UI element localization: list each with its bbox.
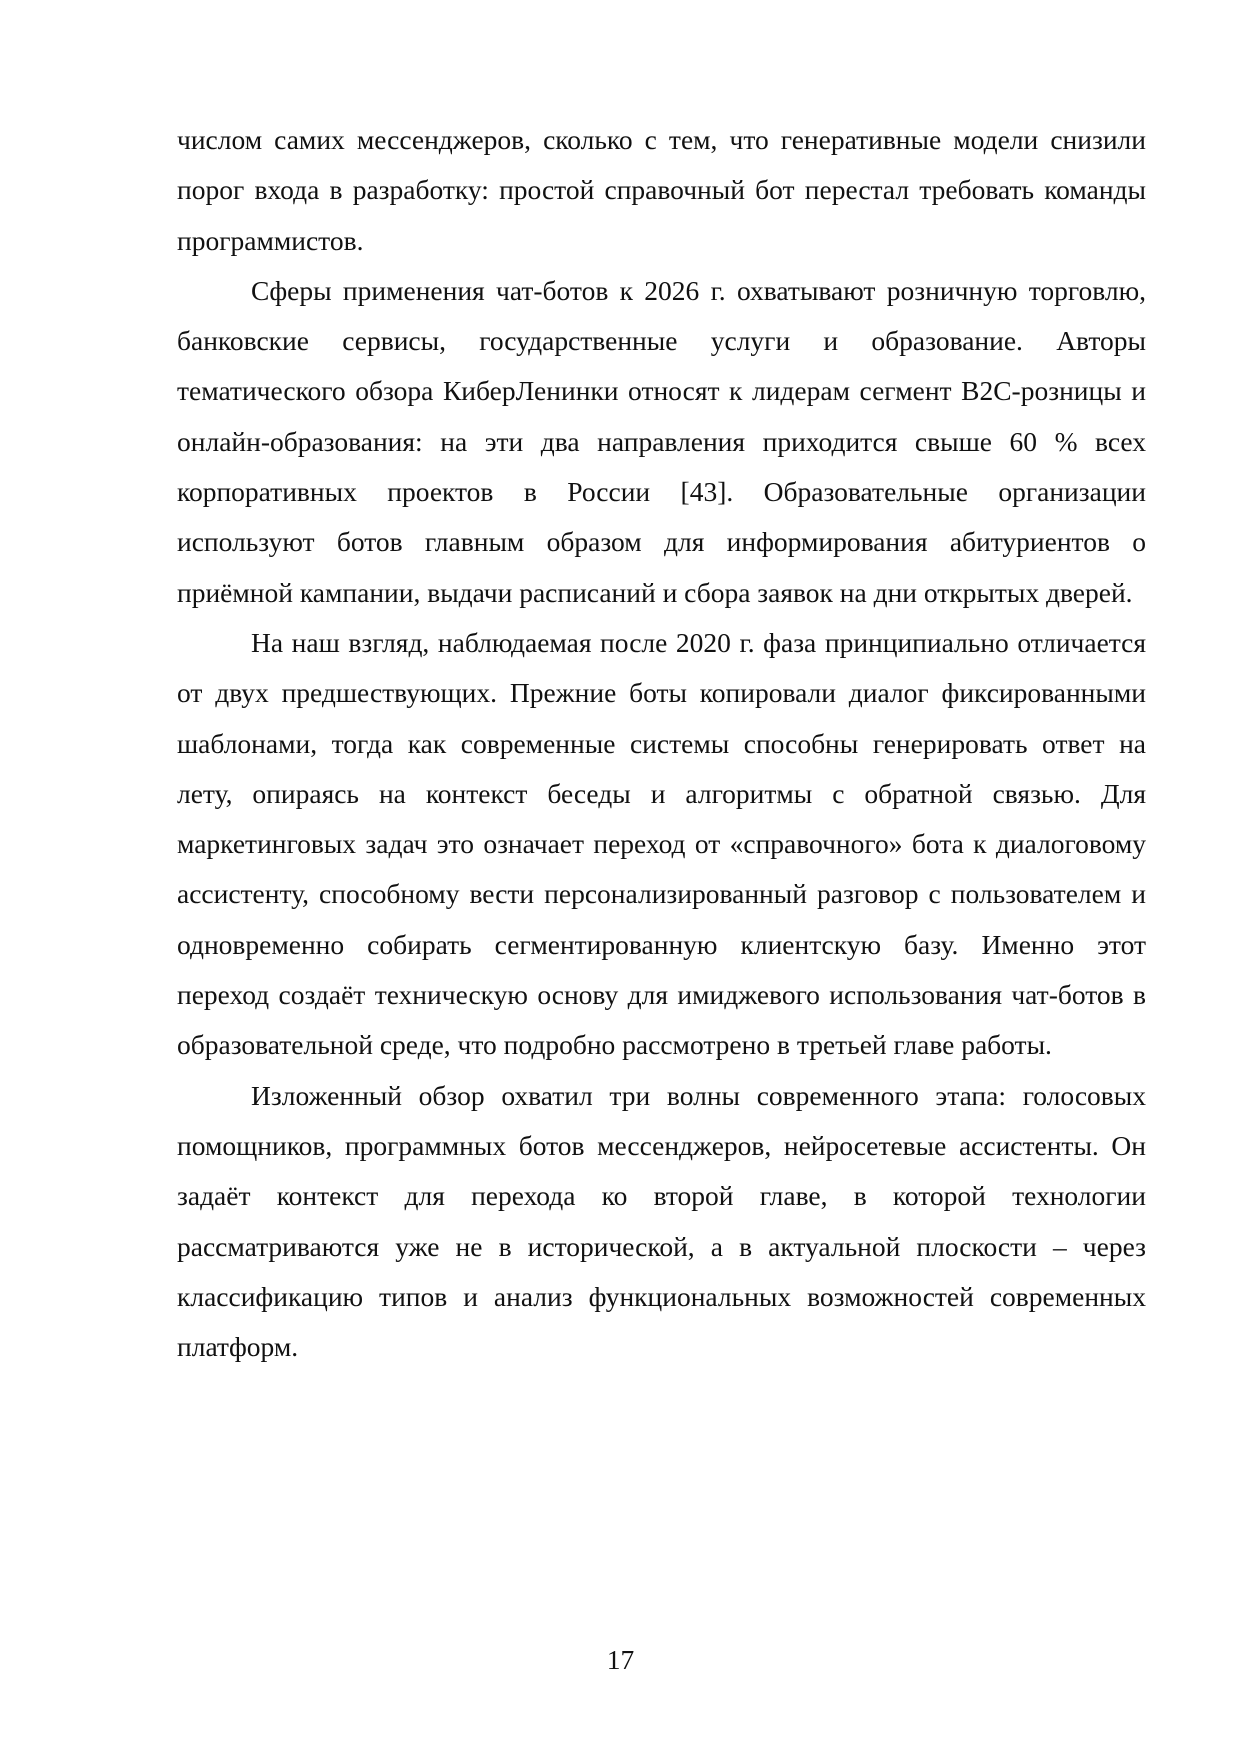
paragraph-continuation: числом самих мессенджеров, сколько с тем, что генеративные модели снизили порог входа в разработку: простой справочный бот перестал требовать команды программистов. bbox=[177, 124, 1146, 256]
paragraph-application-areas: Сферы применения чат-ботов к 2026 г. охватывают розничную торговлю, банковские сервисы, государственные услуги и образование. Авторы тематического обзора КиберЛенинки относят к лидерам сегмент B2C-розницы и онлайн-образования: на эти два направления приходится свыше 60 % всех корпоративных проектов в России [43]. Образовательные организации используют ботов главным образом для информирования абитуриентов о приёмной кампании, выдачи расписаний и сбора заявок на дни открытых дверей. bbox=[177, 274, 1146, 608]
paragraph-conclusion: Изложенный обзор охватил три волны современного этапа: голосовых помощников, программных ботов мессенджеров, нейросетевые ассистенты. Он задаёт контекст для перехода ко второй главе, в которой технологии рассматриваются уже не в исторической, а в актуальной плоскости – через классификацию типов и анализ функциональных возможностей современных платформ. bbox=[177, 1079, 1146, 1363]
page-number: 17 bbox=[606, 1644, 635, 1675]
body-text bbox=[177, 115, 1146, 1372]
paragraph-current-phase: На наш взгляд, наблюдаемая после 2020 г. фаза принципиально отличается от двух предшествующих. Прежние боты копировали диалог фиксированными шаблонами, тогда как современные системы способны генерировать ответ на лету, опираясь на контекст беседы и алгоритмы с обратной связью. Для маркетинговых задач это означает переход от «справочного» бота к диалоговому ассистенту, способному вести персонализированный разговор с пользователем и одновременно собирать сегментированную клиентскую базу. Именно этот переход создаёт техническую основу для имиджевого использования чат-ботов в образовательной среде, что подробно рассмотрено в третьей главе работы. bbox=[177, 626, 1146, 1061]
